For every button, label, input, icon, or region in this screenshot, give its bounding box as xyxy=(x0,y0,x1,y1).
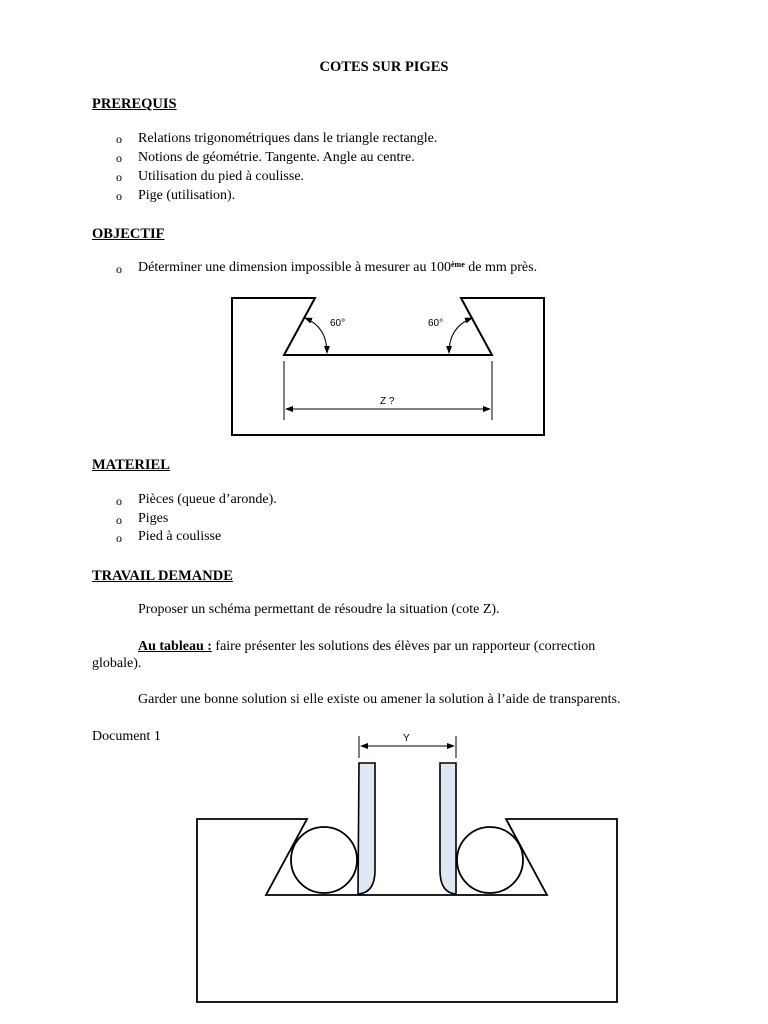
caliper-jaw-right xyxy=(440,763,456,894)
objectif-heading: OBJECTIF xyxy=(92,226,165,242)
bullet-marker: o xyxy=(116,189,122,203)
travail-paragraph-3: Garder une bonne solution si elle existe ou amener la solution à l’aide de transparents. xyxy=(138,692,621,707)
prerequis-item: Notions de géométrie. Tangente. Angle au centre. xyxy=(138,150,415,165)
objectif-text-end: de mm près. xyxy=(464,260,538,275)
angle-label-left: 60° xyxy=(330,318,346,329)
page-title: COTES SUR PIGES xyxy=(319,59,449,75)
travail-paragraph-2-text: faire présenter les solutions des élèves par un rapporteur (correction xyxy=(211,639,596,654)
bullet-marker: o xyxy=(116,170,122,184)
part-outline-2 xyxy=(197,819,617,1002)
travail-heading: TRAVAIL DEMANDE xyxy=(92,568,233,584)
dimension-label-z: Z ? xyxy=(380,396,395,407)
bullet-marker: o xyxy=(116,132,122,146)
bullet-marker: o xyxy=(116,513,122,527)
superscript: ème xyxy=(450,260,465,269)
travail-paragraph-2-cont: globale). xyxy=(92,656,142,671)
dimension-label-y: Y xyxy=(403,733,410,744)
bullet-marker: o xyxy=(116,262,122,276)
travail-paragraph-1: Proposer un schéma permettant de résoudre la situation (cote Z). xyxy=(138,602,500,617)
bullet-marker: o xyxy=(116,151,122,165)
angle-label-right: 60° xyxy=(428,318,444,329)
bullet-marker: o xyxy=(116,531,122,545)
prerequis-item: Utilisation du pied à coulisse. xyxy=(138,169,305,184)
objectif-text: Déterminer une dimension impossible à mesurer au 100 xyxy=(138,260,451,275)
gauge-pin-right xyxy=(457,827,523,893)
materiel-heading: MATERIEL xyxy=(92,457,170,473)
prerequis-item: Relations trigonométriques dans le triangle rectangle. xyxy=(138,131,438,146)
caliper-jaw-left xyxy=(358,763,375,894)
gauge-pin-left xyxy=(291,827,357,893)
materiel-item: Piges xyxy=(138,511,169,526)
au-tableau-label: Au tableau : xyxy=(138,639,212,654)
materiel-item: Pièces (queue d’aronde). xyxy=(138,492,277,507)
materiel-item: Pied à coulisse xyxy=(138,529,222,544)
bullet-marker: o xyxy=(116,494,122,508)
prerequis-heading: PREREQUIS xyxy=(92,96,177,112)
prerequis-item: Pige (utilisation). xyxy=(138,188,236,203)
document-caption: Document 1 xyxy=(92,729,161,744)
